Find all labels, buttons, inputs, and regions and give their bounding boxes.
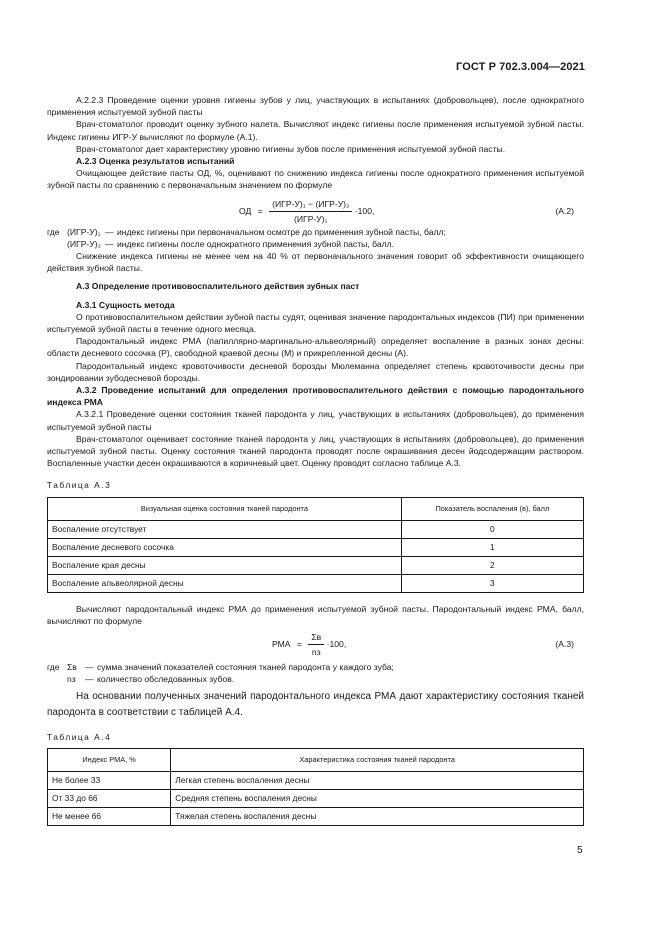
definition-prefix [47, 238, 67, 250]
page-number: 5 [577, 845, 583, 856]
table-a4 [47, 748, 584, 826]
table-cell: Воспаление края десны [48, 556, 402, 574]
definition-symbol: Σв [67, 662, 77, 673]
formula-a2-eq: = [257, 205, 263, 216]
para-reference-table-a4: На основании полученных значений пародонтального индекса РМА дают характеристику состояния тканей пародонта в соответствии с таблицей А.4. [47, 690, 584, 718]
section-a31-para2: Пародонтальный индекс РМА (папиллярно-маргинально-альвеолярный) определяет воспаление в разных зонах десны: области десневого сосочка (Р), свободной краевой десны (М) и прикрепленной десны (А). [47, 336, 584, 359]
formula-a3-number: (А.3) [555, 639, 574, 650]
formula-a2-number: (А.2) [555, 205, 574, 216]
section-a23-title: А.2.3 Оценка результатов испытаний [76, 156, 235, 167]
formula-a2 [47, 196, 584, 224]
table-header-cell: Визуальная оценка состояния тканей пародонта [48, 497, 402, 520]
section-a23-para2: Снижение индекса гигиены не менее чем на 40 % от первоначального значения говорит об эффективности очищающего действия зубной пасты. [47, 251, 584, 274]
table-cell: Не более 33 [48, 771, 171, 789]
table-header-cell: Индекс РМА, % [48, 748, 171, 771]
table-row [48, 538, 584, 556]
table-header-row [48, 748, 584, 771]
definition-text: сумма значений показателей состояния тканей пародонта у каждого зуба; [97, 662, 394, 673]
table-a4-caption: Таблица А.4 [47, 731, 112, 742]
table-cell: Воспаление альвеолярной десны [48, 574, 402, 592]
definition-prefix: где [47, 226, 60, 237]
definition-symbol: (ИГР-У)₂ [67, 238, 101, 249]
page-body [47, 94, 584, 826]
section-a3-title: А.3 Определение противовоспалительного действия зубных паст [76, 281, 360, 292]
definition-dash: — [85, 662, 94, 673]
definition-text: количество обследованных зубов. [97, 674, 235, 685]
table-cell: Воспаление десневого сосочка [48, 538, 402, 556]
definition-symbol: (ИГР-У)₁ [67, 226, 101, 237]
formula-a3-numerator: Σв [308, 631, 324, 645]
formula-a3-lhs: РМА [272, 639, 291, 650]
formula-a2-denominator: (ИГР-У)₁ [294, 213, 328, 224]
section-a223-para2: Врач-стоматолог проводит оценку зубного налета. Вычисляют индекс гигиены после применения испытуемой зубной пасты. Индекс гигиены ИГР-У вычисляют по формуле (А.1). [47, 119, 584, 142]
definition-row [47, 673, 584, 685]
section-a223-para3: Врач-стоматолог дает характеристику уровню гигиены зубов после применения испытуемой зубной пасты. [76, 143, 506, 154]
definition-prefix [47, 673, 67, 685]
section-a23-para1: Очищающее действие пасты ОД, %, оценивают по снижению индекса гигиены после однократного применения испытуемой зубной пасты по сравнению с первоначальным значением по формуле [47, 168, 584, 191]
formula-a3-fraction [308, 631, 324, 658]
definition-dash: — [85, 674, 94, 685]
table-row [48, 520, 584, 538]
section-a32-title: А.3.2 Проведение испытаний для определения противовоспалительного действия с помощью пародонтального индекса РМА [47, 385, 584, 408]
table-cell: Воспаление отсутствует [48, 520, 402, 538]
table-header-cell: Характеристика состояния тканей пародонта [171, 748, 584, 771]
formula-a2-lhs: ОД [239, 205, 252, 216]
formula-a3-tail: ·100, [326, 639, 347, 650]
table-cell: 0 [401, 520, 583, 538]
section-a31-para1: О противовоспалительном действии зубной пасты судят, оценивая значение пародонтальных индексов (ПИ) при применении испытуемой зубной пасты в течение одного месяца. [47, 311, 584, 335]
formula-a2-tail: ·100, [354, 205, 375, 216]
definition-text: индекс гигиены при первоначальном осмотре до применения зубной пасты, балл; [117, 226, 446, 237]
table-cell: 3 [401, 574, 583, 592]
formula-a2-definitions [47, 226, 584, 250]
section-a223-para1: А.2.2.3 Проведение оценки уровня гигиены зубов у лиц, участвующих в испытаниях (добровольцев), после однократного применения испытуемой зубной пасты [47, 95, 584, 118]
table-cell: От 33 до 66 [48, 789, 171, 807]
table-header-cell: Показатель воспаления (в), балл [401, 497, 583, 520]
document-number: ГОСТ Р 702.3.004—2021 [456, 61, 585, 73]
definition-text: индекс гигиены после однократного применения зубной пасты, балл. [117, 238, 395, 249]
section-a31-para3: Пародонтальный индекс кровоточивости десневой борозды Мюлеманна определяет степень кровоточивости десны при зондировании зубодесневой борозды. [47, 360, 584, 383]
definition-symbol: nз [67, 674, 76, 685]
table-row [48, 574, 584, 592]
table-cell: 2 [401, 556, 583, 574]
table-row [48, 771, 584, 789]
table-a3 [47, 497, 584, 593]
table-row [48, 789, 584, 807]
formula-a3-definitions [47, 661, 584, 685]
table-cell: Тяжелая степень воспаления десны [171, 807, 584, 825]
formula-a3-eq: = [296, 639, 302, 650]
definition-row [47, 661, 584, 673]
formula-a3-denominator: nз [311, 647, 321, 658]
formula-a2-numerator: (ИГР-У)₁ − (ИГР-У)₂ [269, 198, 352, 212]
section-a32-para1: А.3.2.1 Проведение оценки состояния тканей пародонта у лиц, участвующих в испытаниях (добровольцев), до применения испытуемой зубной пасты [47, 409, 584, 432]
table-cell: Не менее 66 [48, 807, 171, 825]
formula-a3 [47, 631, 584, 659]
table-cell: Средняя степень воспаления десны [171, 789, 584, 807]
formula-a2-fraction [269, 198, 352, 225]
table-cell: Легкая степень воспаления десны [171, 771, 584, 789]
definition-dash: — [105, 238, 114, 249]
definition-row [47, 238, 584, 250]
table-a3-caption: Таблица А.3 [47, 480, 112, 491]
definition-prefix: где [47, 662, 60, 673]
table-header-row [48, 497, 584, 520]
definition-dash: — [105, 226, 114, 237]
table-cell: 1 [401, 538, 583, 556]
table-row [48, 807, 584, 825]
section-a32-para2: Врач-стоматолог оценивает состояние тканей пародонта у лиц, участвующих в испытаниях (добровольцев), до применения испытуемой зубной пасты. Оценку состояния тканей пародонта проводят после окрашивания десен йодсодержащим раствором. Воспаленные участки десен окрашиваются в коричневый цвет. Оценку проводят согласно таблице А.3. [47, 433, 584, 469]
after-table-a3-para: Вычисляют пародонтальный индекс РМА до применения испытуемой зубной пасты. Пародонтальный индекс РМА, балл, вычисляют по формуле [47, 603, 584, 626]
section-a31-title: А.3.1 Сущность метода [76, 299, 175, 310]
definition-row [47, 226, 584, 238]
table-row [48, 556, 584, 574]
